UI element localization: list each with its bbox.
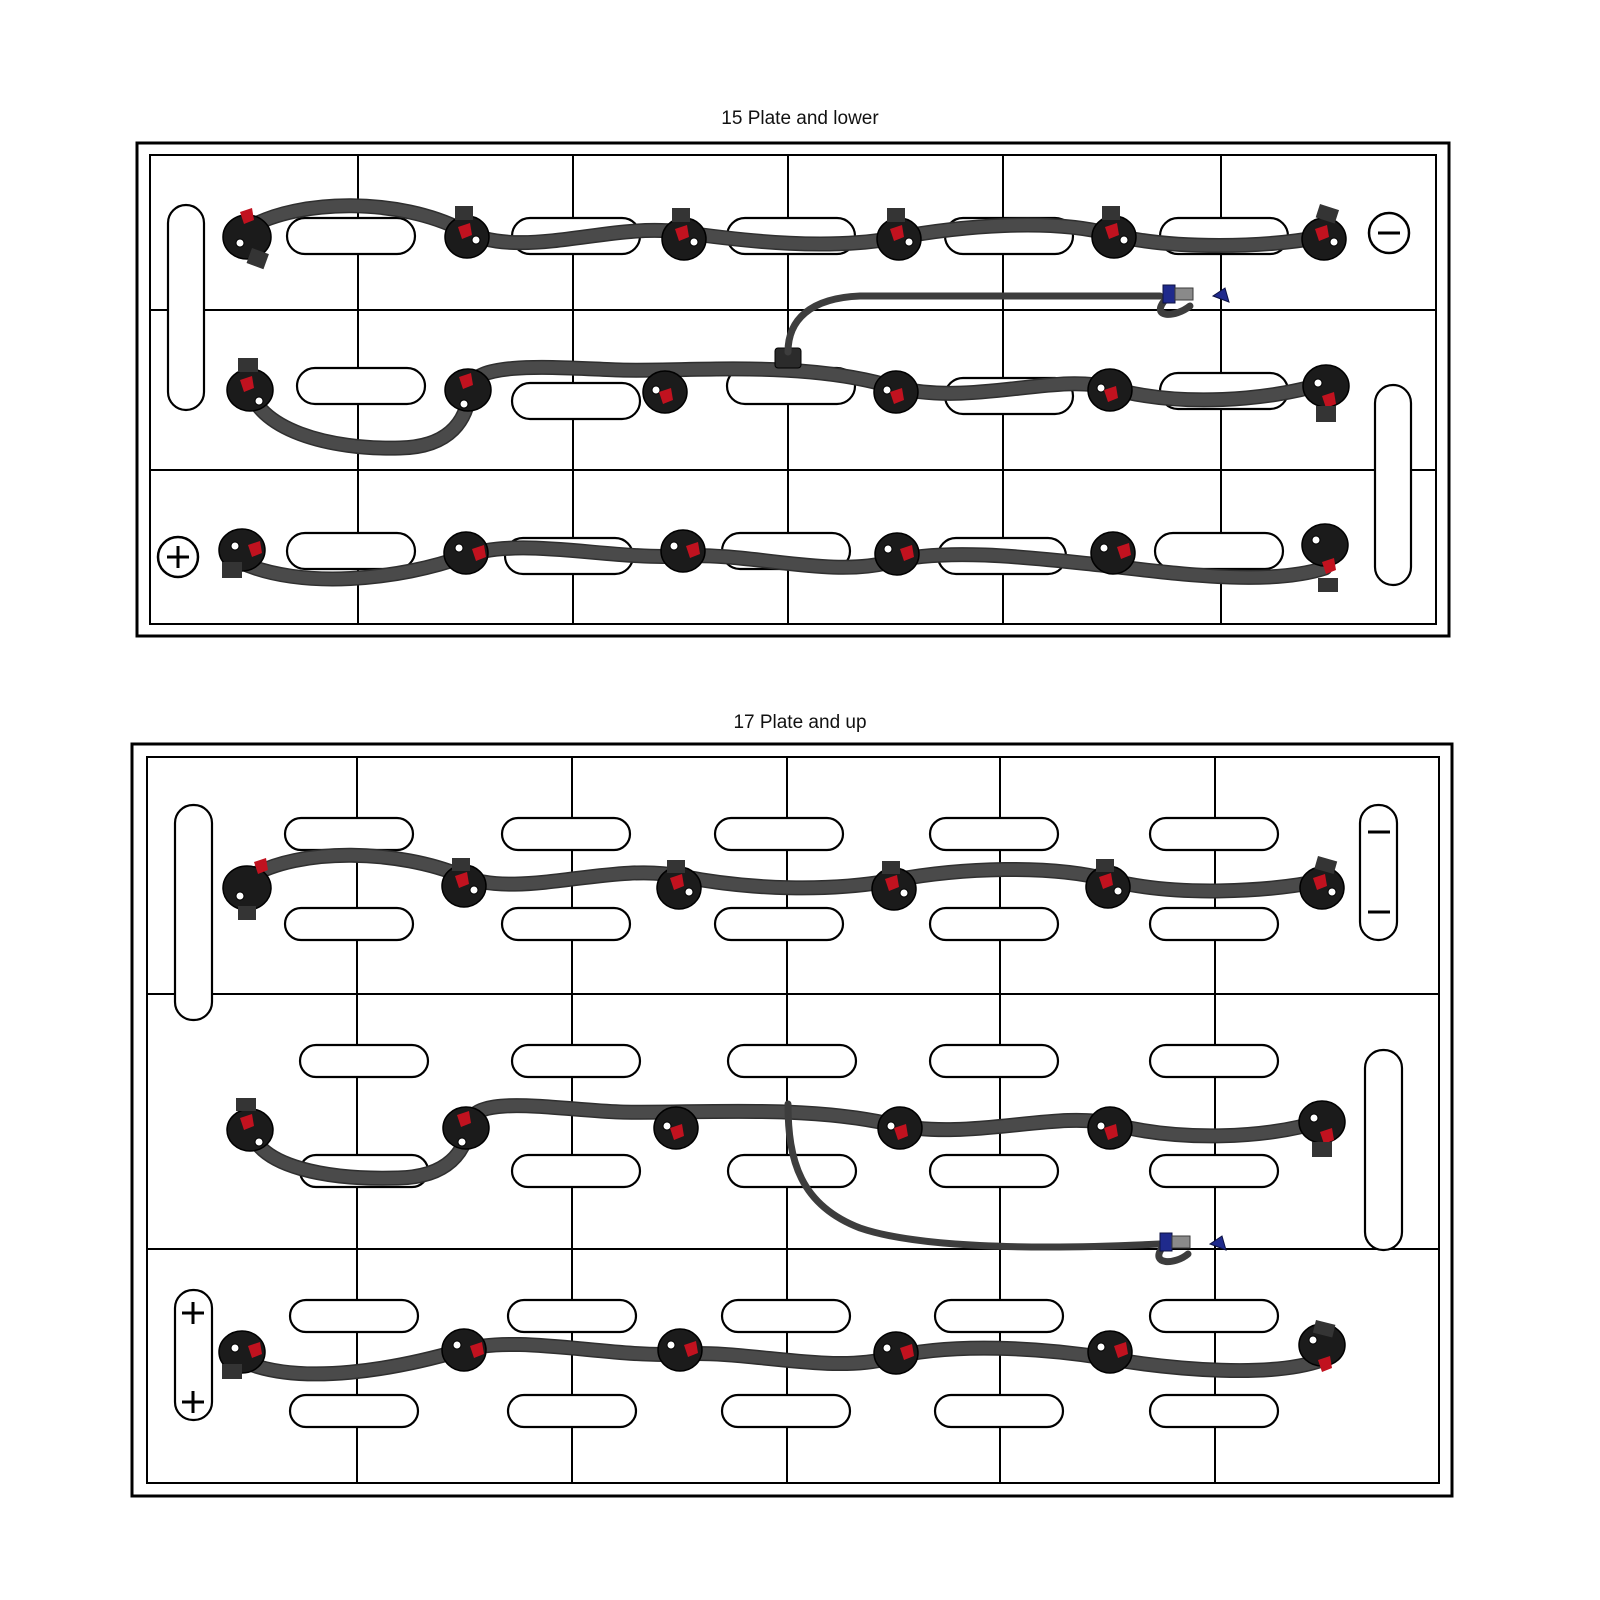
positive-terminal-marker <box>158 537 198 577</box>
battery-terminal <box>874 1332 918 1374</box>
battery-terminal <box>1088 1331 1132 1373</box>
battery-terminal <box>654 1107 698 1149</box>
vent-cap-left-top <box>175 805 212 1020</box>
panel-bottom-title: 17 Plate and up <box>733 712 867 733</box>
panel-bottom <box>132 744 1452 1496</box>
battery-terminal <box>878 1107 922 1149</box>
battery-terminal <box>875 533 919 575</box>
battery-terminal <box>643 371 687 413</box>
battery-terminal <box>1091 532 1135 574</box>
battery-terminal <box>874 371 918 413</box>
battery-terminal <box>445 369 491 411</box>
panel-top <box>137 143 1449 636</box>
vent-cap-left-top <box>168 205 204 410</box>
battery-terminal <box>1088 369 1132 411</box>
vent-cap-right-middle <box>1365 1050 1402 1250</box>
battery-terminal <box>661 530 705 572</box>
battery-terminal <box>443 1107 489 1149</box>
negative-terminal-marker <box>1369 213 1409 253</box>
battery-terminal <box>442 1329 486 1371</box>
battery-terminal <box>1088 1107 1132 1149</box>
vent-cap-right-top <box>1360 805 1397 940</box>
battery-terminal <box>444 532 488 574</box>
panel-top-title: 15 Plate and lower <box>721 108 879 129</box>
vent-cap-right-middle <box>1375 385 1411 585</box>
battery-terminal <box>658 1329 702 1371</box>
